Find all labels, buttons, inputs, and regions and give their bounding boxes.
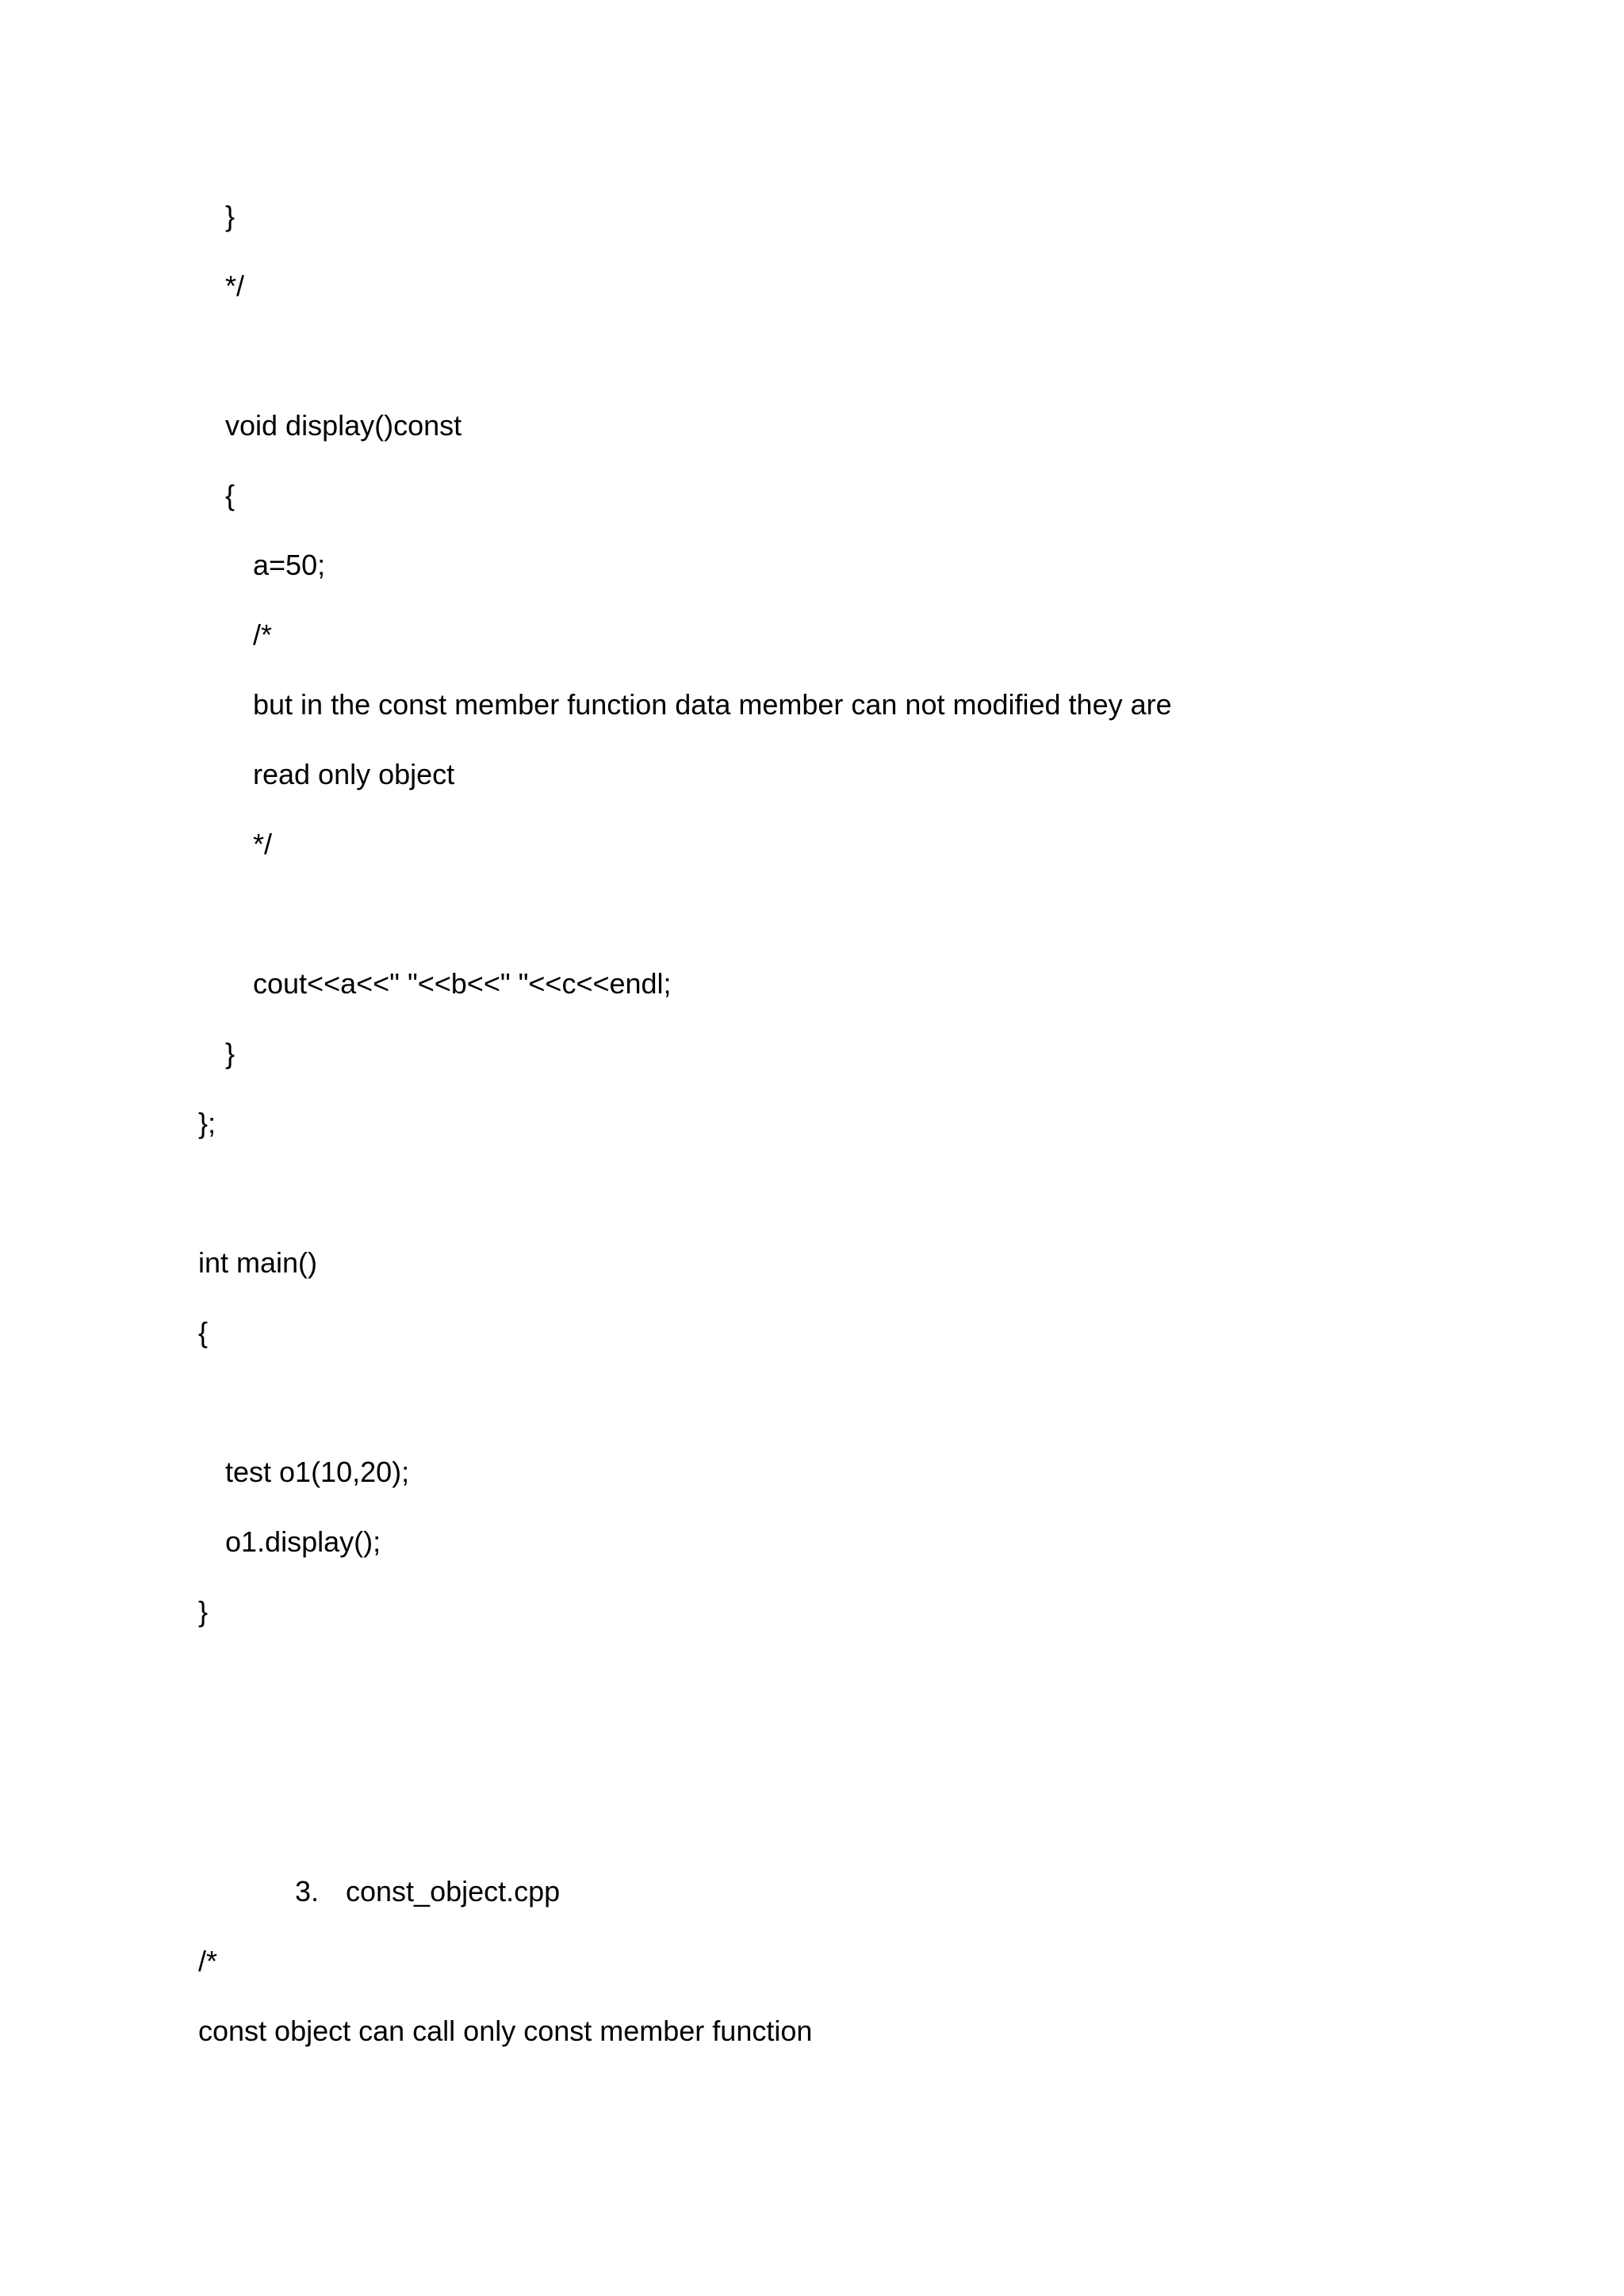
code-line: */ bbox=[253, 828, 273, 860]
code-line: }; bbox=[198, 1107, 216, 1139]
list-item-number: 3. bbox=[295, 1875, 320, 1908]
code-line: o1.display(); bbox=[225, 1525, 381, 1558]
code-line: read only object bbox=[253, 758, 455, 790]
code-line: /* bbox=[198, 1945, 218, 1977]
code-line: { bbox=[198, 1316, 209, 1349]
code-line: test o1(10,20); bbox=[225, 1456, 410, 1488]
code-line: a=50; bbox=[253, 549, 326, 581]
code-line: } bbox=[225, 1037, 236, 1070]
code-line: int main() bbox=[198, 1246, 318, 1279]
code-line: void display()const bbox=[225, 409, 462, 442]
code-line: } bbox=[198, 1595, 209, 1628]
code-line: { bbox=[225, 479, 236, 511]
code-line: const object can call only const member function bbox=[198, 2015, 813, 2047]
list-item-filename: const_object.cpp bbox=[346, 1875, 561, 1908]
code-line: but in the const member function data member can not modified they are bbox=[253, 688, 1172, 721]
code-line: */ bbox=[225, 270, 245, 302]
code-line: /* bbox=[253, 618, 273, 651]
code-line: cout<<a<<" "<<b<<" "<<c<<endl; bbox=[253, 967, 672, 1000]
code-line: } bbox=[225, 200, 236, 232]
